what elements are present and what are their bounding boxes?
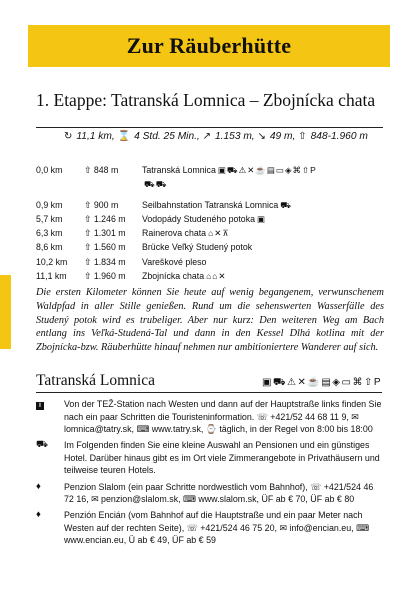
route-row xyxy=(36,255,396,269)
stage-divider xyxy=(36,127,383,128)
route-altitude: ⇧ 900 m xyxy=(84,199,119,210)
entry-text: Im Folgenden finden Sie eine kleine Auswahl an Pensionen und ein günstiges Hotel. Darüber hinaus gibt es im Ort viele Zimmerangebote in Privathäusern und teilweise teuren Hotels. xyxy=(64,440,380,476)
section-title: Tatranská Lomnica xyxy=(36,372,155,389)
section-heading xyxy=(36,372,382,390)
route-row xyxy=(36,163,396,177)
intro-paragraph: Die ersten Kilometer können Sie heute auf wenig begangenem, verwunschenem Waldpfad in aller Stille genießen. Rund um die sehenswerten Wasserfälle des Studený potok wird es trubeliger. Aber nur kurz: Den weiteren Weg am Bach entlang ins Veľká-Studená-Tal und dann in den Kessel Dlhá kotlina mit der Zbojnícka-bzw. Räuberhütte hinauf nehmen nur ambitioniertere Wanderer auf sich. xyxy=(36,287,384,354)
route-place: Tatranská Lomnica ▣⛟⚠✕☕▤▭◈⌘⇧P xyxy=(142,163,317,177)
info-entry-accommodation xyxy=(36,439,384,477)
entry-text: Penzion Slalom (ein paar Schritte nordwestlich vom Bahnhof), ☏ +421/524 46 72 16, ✉ penzion@slalom.sk, ⌨ www.slalom.sk, ÜF ab € 70, ÜF ab € 80 xyxy=(64,481,374,505)
info-entries xyxy=(36,398,384,551)
route-altitude: ⇧ 1.246 m xyxy=(84,213,126,224)
facility-icons: ⌂✕⊼ xyxy=(208,228,230,239)
chapter-title: Zur Räuberhütte xyxy=(126,33,292,58)
summary-ascent: 1.153 m, xyxy=(215,131,255,142)
info-entry-penzion-encian xyxy=(36,509,384,547)
hourglass-icon: ⌛ xyxy=(117,131,131,142)
entry-text: Penzión Encián (vom Bahnhof auf die Hauptstraße und ein paar Meter nach Westen auf der rechten Seite), ☏ +421/524 46 75 20, ✉ info@encian.eu, ⌨ www.encian.eu, Ü ab € 49, ÜF ab € 59 xyxy=(64,510,369,546)
route-row xyxy=(36,177,396,191)
route-place: Vareškové pleso xyxy=(142,256,207,267)
route-place: Brücke Veľký Studený potok xyxy=(142,242,253,253)
route-altitude: ⇧ 848 m xyxy=(84,165,119,175)
route-place xyxy=(142,177,167,191)
info-entry-tourist-office xyxy=(36,398,384,436)
chapter-banner xyxy=(28,25,390,67)
info-icon: i xyxy=(36,398,44,411)
route-km: 8,6 km xyxy=(36,242,63,253)
descent-icon: ↘ xyxy=(257,131,267,142)
route-km: 0,0 km xyxy=(36,165,63,175)
route-row xyxy=(36,198,396,212)
route-row xyxy=(36,240,396,254)
route-km: 5,7 km xyxy=(36,213,63,224)
route-km: 6,3 km xyxy=(36,228,63,239)
info-entry-penzion-slalom xyxy=(36,481,384,506)
facility-icons: ▣ xyxy=(257,213,267,224)
route-place: Vodopády Studeného potoka ▣ xyxy=(142,212,266,226)
route-altitude: ⇧ 1.960 m xyxy=(84,271,126,282)
stage-title: 1. Etappe: Tatranská Lomnica – Zbojnícka chata xyxy=(36,90,376,110)
facility-icons: ▣⛟⚠✕☕▤▭◈⌘⇧P xyxy=(217,165,317,175)
route-km: 10,2 km xyxy=(36,256,68,267)
diamond-bullet-icon: ♦ xyxy=(36,480,41,492)
route-place: Zbojnícka chata ⌂⌂✕ xyxy=(142,269,227,283)
route-altitude: ⇧ 1.834 m xyxy=(84,256,126,267)
side-tab-marker xyxy=(0,275,11,349)
route-row xyxy=(36,212,396,226)
route-km: 0,9 km xyxy=(36,199,63,210)
summary-time: 4 Std. 25 Min., xyxy=(134,131,200,142)
entry-text: Von der TEŽ-Station nach Westen und dann auf der Hauptstraße links finden Sie nach ein paar Schritten die Touristeninformation. ☏ +421/52 44 68 11 9, ✉ lomnica@tatry.sk, ⌨ www.tatry.sk, ⌚ täglich, in der Regel von 8:00 bis 18:00 xyxy=(64,399,382,435)
route-altitude: ⇧ 1.560 m xyxy=(84,242,126,253)
bed-icon: ⛟ xyxy=(36,439,48,451)
altitude-icon: ⇧ xyxy=(298,131,307,142)
section-facility-icons: ▣⛟⚠✕☕▤◈▭⌘⇧P xyxy=(262,377,382,388)
route-altitude: ⇧ 1.301 m xyxy=(84,228,126,239)
route-place: Seilbahnstation Tatranská Lomnica ⛟ xyxy=(142,198,292,212)
route-row xyxy=(36,269,396,283)
route-row xyxy=(36,226,396,240)
transport-icons: ⛟⛟ xyxy=(144,179,168,190)
facility-icons: ⛟ xyxy=(280,199,292,210)
facility-icons: ⌂⌂✕ xyxy=(206,271,227,282)
distance-icon: ↻ xyxy=(64,131,73,142)
diamond-bullet-icon: ♦ xyxy=(36,509,41,521)
route-km: 11,1 km xyxy=(36,271,67,282)
summary-altitude: 848-1.960 m xyxy=(310,131,368,142)
stage-summary xyxy=(64,131,394,142)
section-divider xyxy=(36,392,382,393)
summary-distance: 11,1 km, xyxy=(76,131,115,142)
route-place: Rainerova chata ⌂✕⊼ xyxy=(142,226,230,240)
route-table xyxy=(36,163,396,283)
ascent-icon: ↗ xyxy=(202,131,212,142)
summary-descent: 49 m, xyxy=(269,131,296,142)
